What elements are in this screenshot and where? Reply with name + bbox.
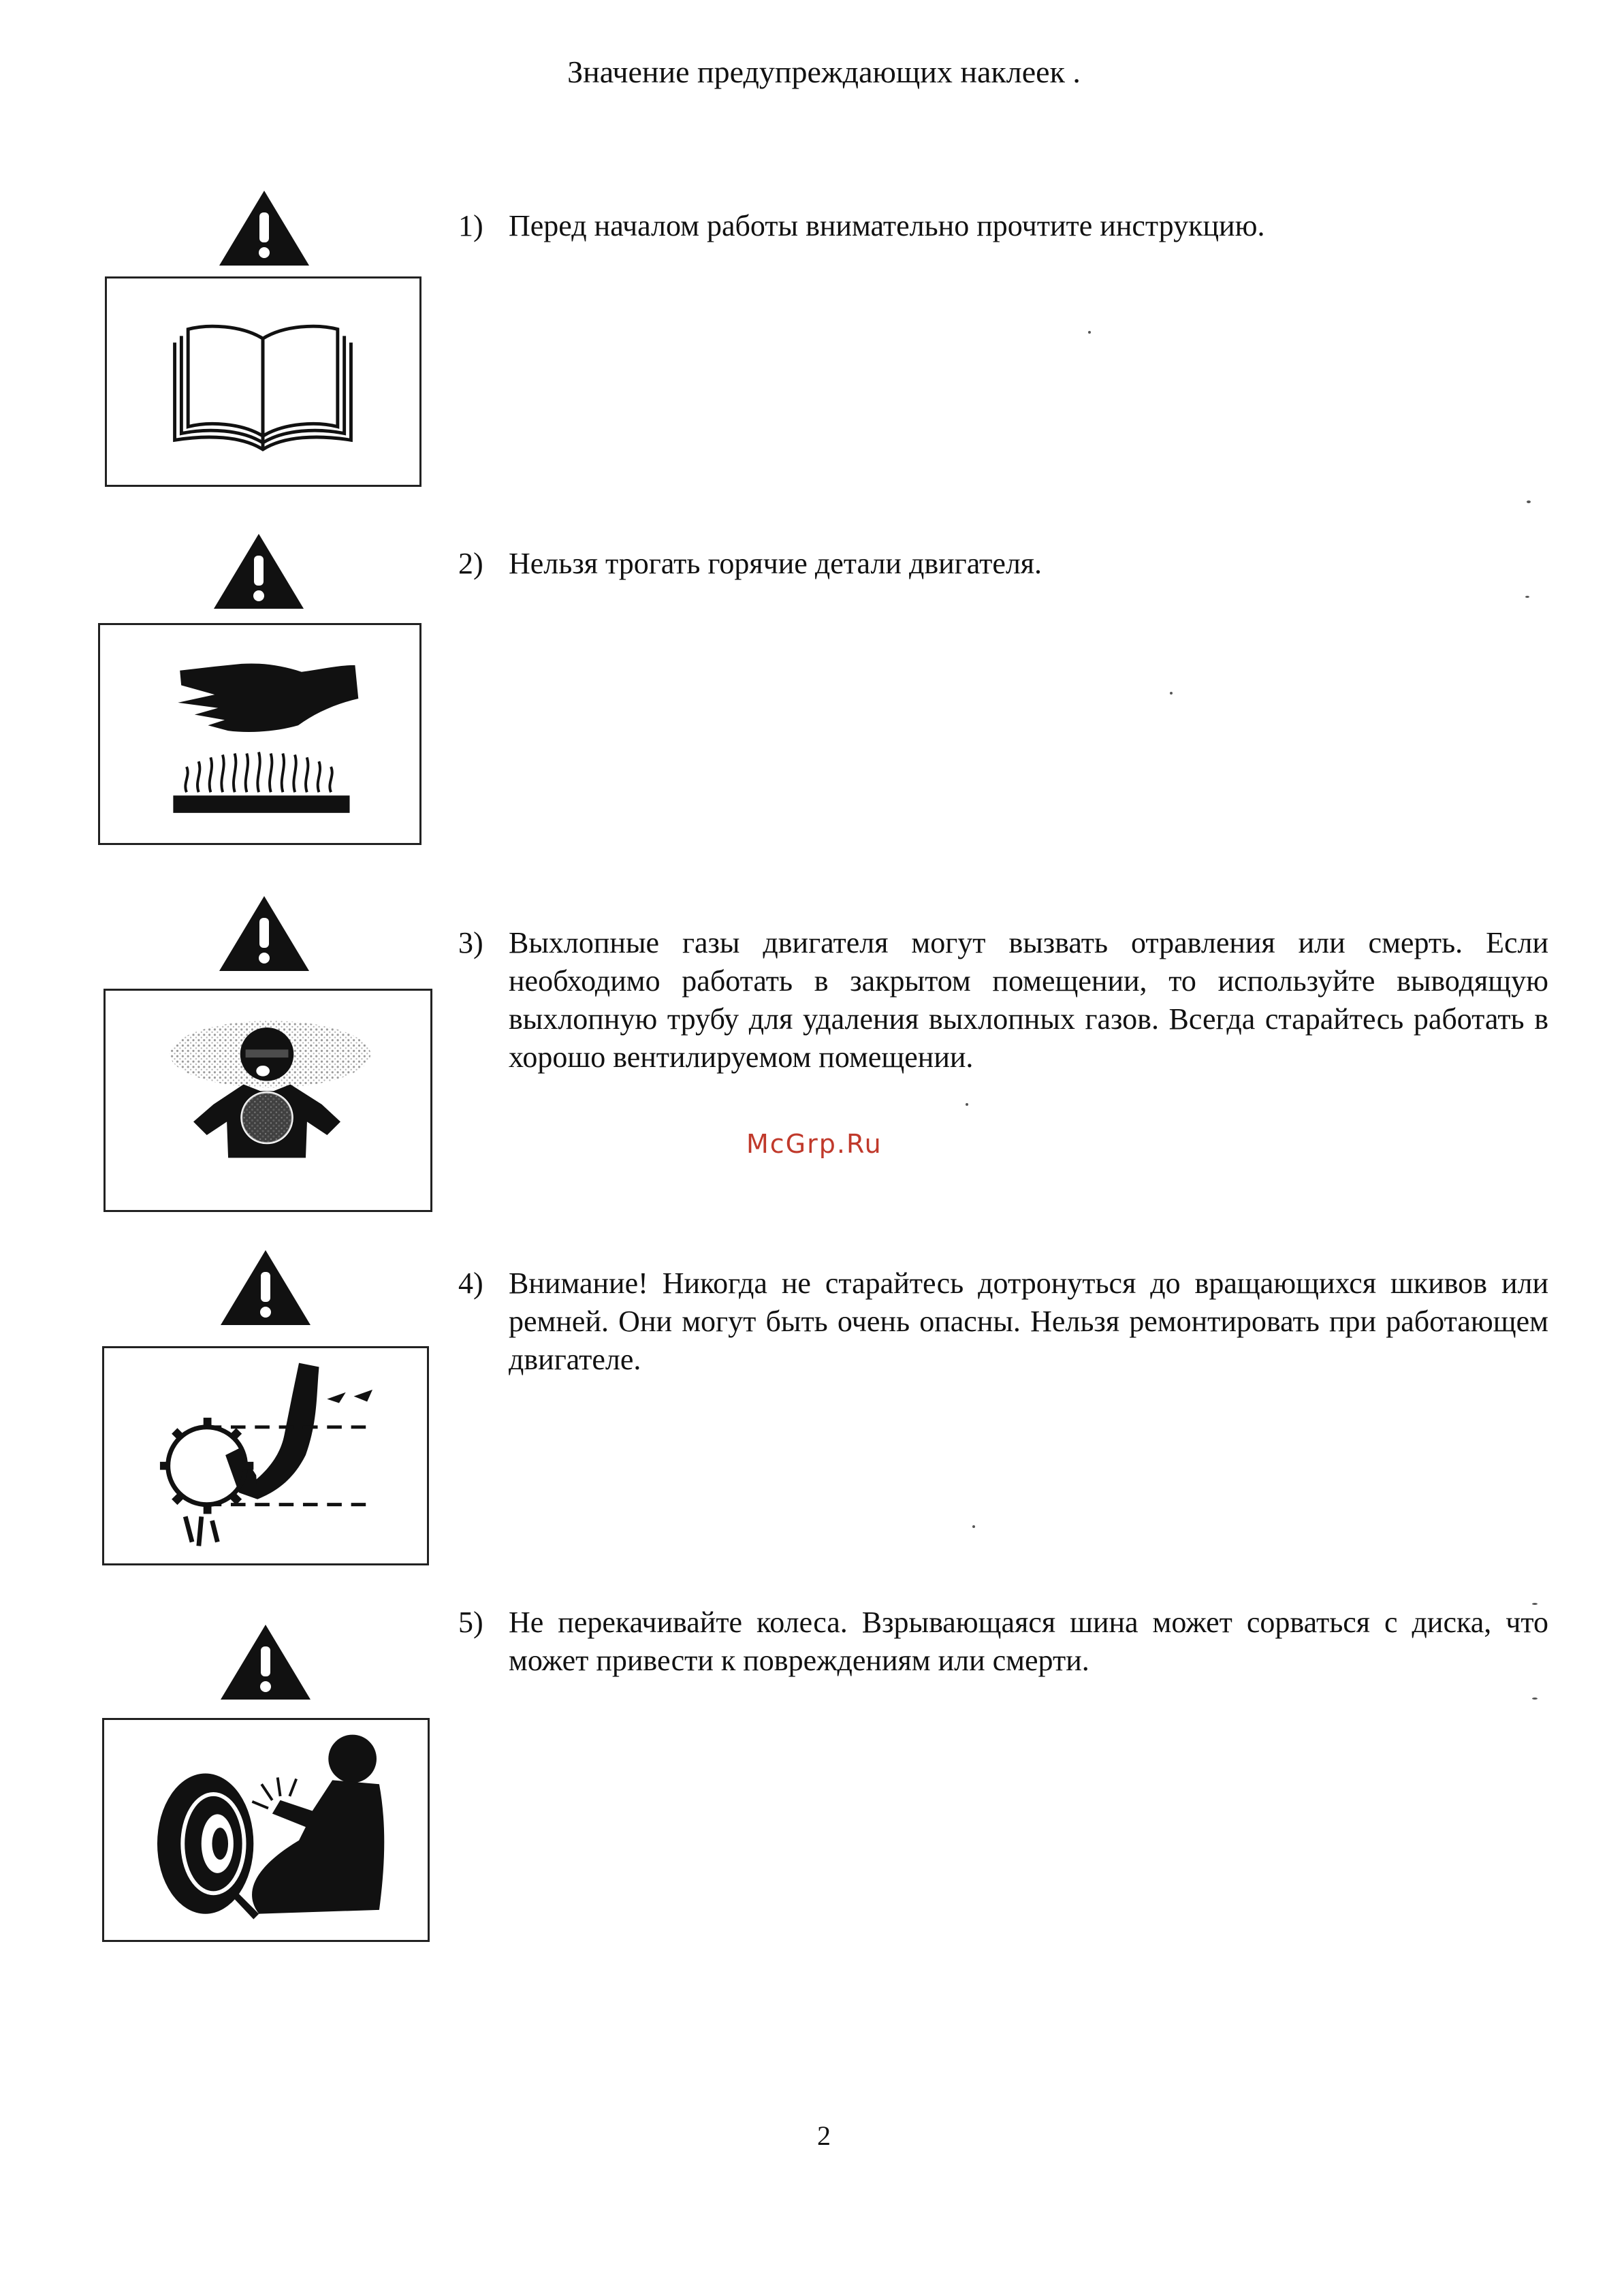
scan-speck (1170, 692, 1173, 695)
rotating-pulley-hand-icon (102, 1346, 429, 1565)
hot-surface-hand-icon (98, 623, 421, 845)
item-text: Выхлопные газы двигателя могут вызвать отравления или смерть. Если необходимо работать в закрытом помещении, то используйте выводящую выхлопную трубу для удаления выхлопных газов. Всегда старайтесь работать в хорошо вентилируемом помещении. (509, 926, 1548, 1074)
scan-speck (1532, 1698, 1538, 1700)
item-text: Перед началом работы внимательно прочтите инструкцию. (509, 209, 1265, 242)
item-number: 1) (458, 209, 483, 242)
item-text: Не перекачивайте колеса. Взрывающаяся шина может сорваться с диска, что может привести к повреждениям или смерти. (509, 1606, 1548, 1677)
scan-speck (1532, 1603, 1538, 1605)
scan-speck (1088, 331, 1091, 334)
item-text: Внимание! Никогда не старайтесь дотронуться до вращающихся шкивов или ремней. Они могут быть очень опасны. Нельзя ремонтировать при работающем двигателе. (509, 1267, 1548, 1376)
scan-speck (1525, 596, 1529, 598)
exhaust-poisoning-icon (104, 989, 432, 1212)
page-title: Значение предупреждающих наклеек . (567, 54, 1081, 89)
item-text: Нельзя трогать горячие детали двигателя. (509, 547, 1042, 580)
warning-triangle-icon (218, 1247, 313, 1328)
item-number: 4) (458, 1267, 483, 1300)
scan-speck (1527, 500, 1531, 503)
watermark: McGrp.Ru (746, 1129, 882, 1159)
scan-speck (972, 1525, 975, 1528)
item-number: 3) (458, 926, 483, 959)
page-number: 2 (817, 2120, 831, 2151)
item-number: 2) (458, 547, 483, 580)
scan-speck (966, 1103, 968, 1106)
book-icon (105, 276, 421, 487)
warning-triangle-icon (217, 188, 312, 268)
item-number: 5) (458, 1606, 483, 1639)
warning-triangle-icon (211, 531, 306, 611)
tire-explosion-icon (102, 1718, 430, 1942)
warning-triangle-icon (218, 1622, 313, 1702)
warning-triangle-icon (217, 893, 312, 974)
